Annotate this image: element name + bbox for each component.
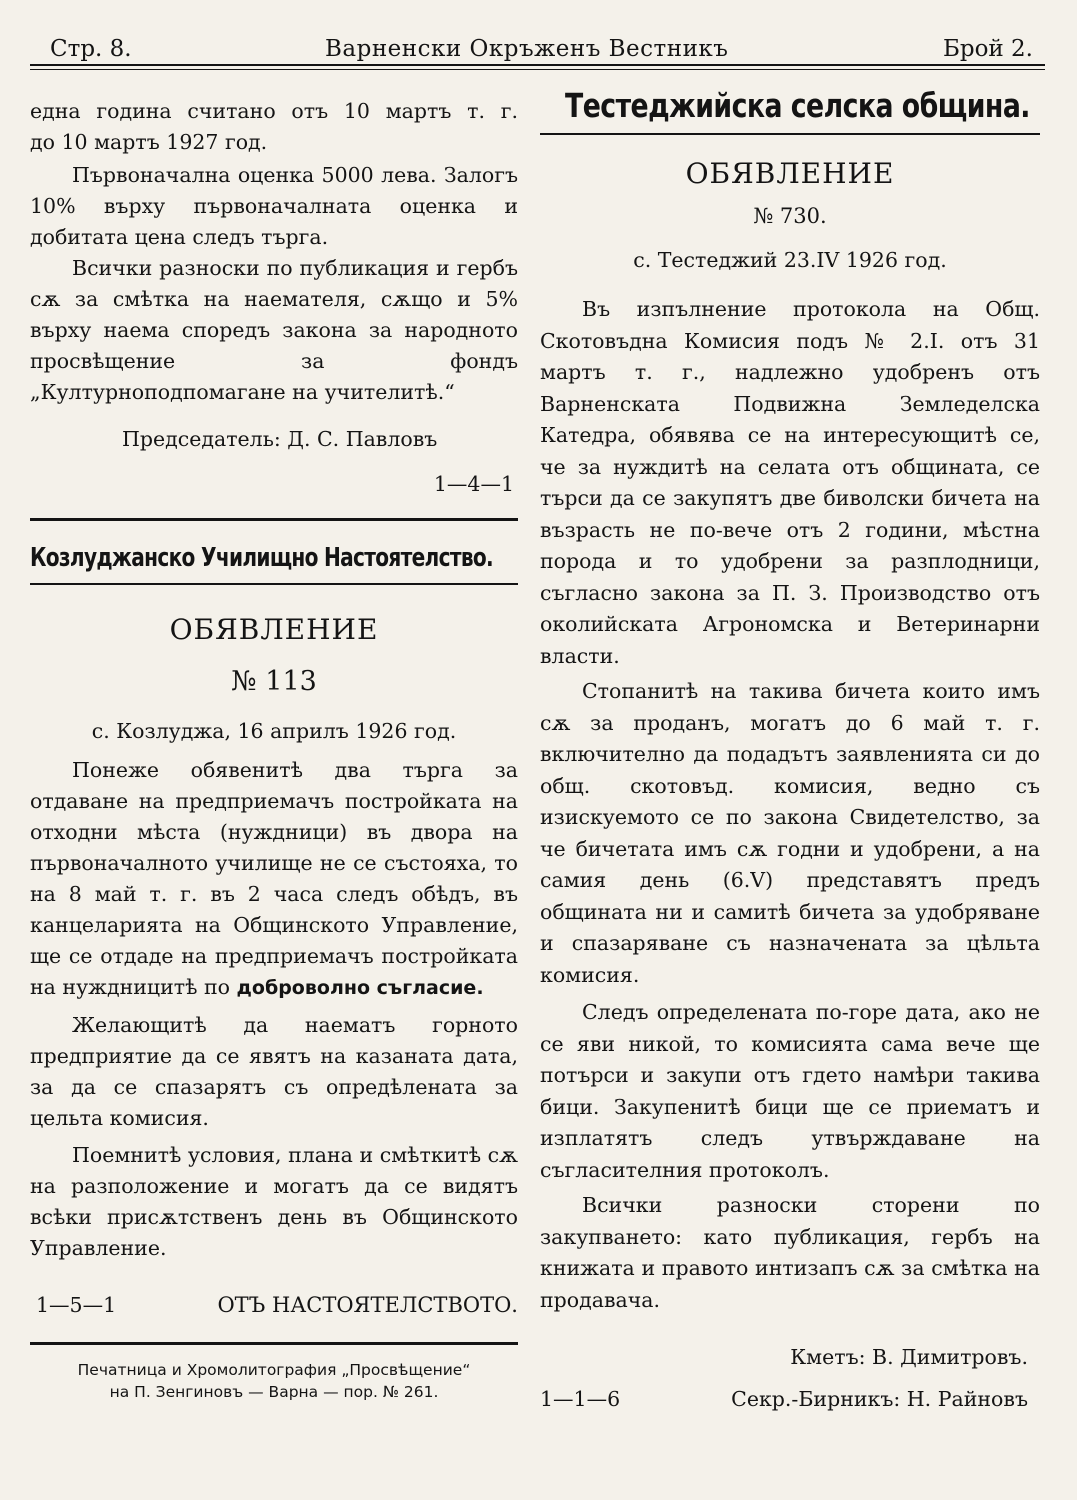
continuation-line: една година считано отъ 10 мартъ т. г. <box>30 99 518 123</box>
paragraph: Всички разноски по публикация и гербъ сѫ за смѣтка на наемателя, сѫщо и 5% върху наема споредъ закона за народното просвѣщение за фондъ „Културноподпомагане на учителитѣ.“ <box>30 256 518 404</box>
closing-code: 1—5—1 <box>36 1293 117 1317</box>
mayor-signature: Кметъ: В. Димитровъ. <box>790 1345 1028 1369</box>
signatures <box>540 1338 1040 1418</box>
issue-number: Брой 2. <box>942 36 1033 62</box>
section-title-rule <box>30 583 518 585</box>
paragraph: Поемнитѣ условия, плана и смѣткитѣ сѫ на разположение и могатъ да се видятъ всѣки присѫтственъ день въ Общинското Управление. <box>30 1143 518 1260</box>
section-title-rule <box>540 133 1040 135</box>
notice-heading: ОБЯВЛЕНИЕ <box>169 613 379 646</box>
continuation-block <box>30 96 518 408</box>
notice-number: № 730. <box>753 204 827 228</box>
paragraph: Първоначална оценка 5000 лева. Залогъ 10% върху първоначалната оценка и добитата цена следъ търга. <box>30 163 518 249</box>
dateline: с. Козлуджа, 16 априлъ 1926 год. <box>91 719 457 743</box>
section-divider <box>30 518 518 521</box>
printer-line: Печатница и Хромолитография „Просвѣщение“ <box>77 1361 471 1379</box>
page-number: Стр. 8. <box>50 36 132 62</box>
paragraph <box>30 755 518 1004</box>
paragraph: Въ изпълнение протокола на Общ. Скотовъдна Комисия подъ № 2.I. отъ 31 мартъ т. г., надлежно удобренъ отъ Варненската Подвижна Земледелска Катедра, обявява се на интересующитѣ се, че за нуждитѣ на селата отъ общината, се търси да се закупятъ две биволски бичета на възрасть не по-вече отъ 2 години, мѣстна порода и то удобрени за разплодници, съгласно закона за П. З. Производство отъ околийската Агрономска и Ветеринарни власти. <box>540 297 1040 668</box>
footer-divider <box>30 1342 518 1345</box>
paragraph: Следъ определената по-горе дата, ако не се яви никой, то комисията сама вече ще потърси и закупи отъ гдето намѣри такива бици. Закупенитѣ бици ще се приематъ и изплатятъ следъ утвърждаване на съгласителния протоколъ. <box>540 1000 1040 1182</box>
notice-number: № 113 <box>231 666 317 697</box>
printer-imprint <box>30 1359 518 1403</box>
newspaper-title: Варненски Окръженъ Вестникъ <box>325 36 729 62</box>
notice-body <box>30 755 518 1264</box>
notice-heading: ОБЯВЛЕНИЕ <box>685 157 895 190</box>
paragraph: Всички разноски сторени по закупването: като публикация, гербъ на книжата и правото интизапъ сѫ за смѣтка на продавача. <box>540 1193 1040 1312</box>
secretary-signature: Секр.-Бирникъ: Н. Райновъ <box>731 1387 1028 1411</box>
header-rule <box>30 64 1045 66</box>
closing-signature: ОТЪ НАСТОЯТЕЛСТВОТО. <box>217 1293 518 1317</box>
paragraph: Стопанитѣ на такива бичета които имъ сѫ за проданъ, могатъ до 6 май т. г. включително да подадътъ заявленията си до общ. скотовъд. комисия, ведно съ изискуемото се по закона Свидетелство, за че бичетата имъ сѫ годни и удобрени, а на самия день (6.V) представятъ предъ общината ни и самитѣ бичета за удобряване и спазаряване съ назначената за цѣльта комисия. <box>540 679 1040 987</box>
section-title: Тестеджийска селска община. <box>565 86 1030 125</box>
header-rule-thin <box>30 69 1045 70</box>
notice-body <box>540 294 1040 1316</box>
paragraph-text: Понеже обявенитѣ два търга за отдаване на предприемачъ постройката на отходни мѣста (нуждници) въ двора на първоначалното училище не се състояха, то на 8 май т. г. въ 2 часа следъ обѣдъ, въ канцеларията на Общинското Управление, ще се отдаде на предприемачъ постройката на нуждницитѣ по <box>30 758 518 999</box>
closing-line <box>30 1290 518 1322</box>
bold-phrase: доброволно съгласие. <box>236 977 484 999</box>
section-title: Козлуджанско Училищно Настоятелство. <box>30 543 493 573</box>
insertion-code: 1—4—1 <box>433 472 514 496</box>
paragraph: Желающитѣ да наематъ горното предприятие да се явятъ на казаната дата, за да се спазарятъ съ опредѣлената за цельта комисия. <box>30 1013 518 1130</box>
page-header <box>30 30 1045 66</box>
dateline: с. Тестеджий 23.IV 1926 год. <box>633 248 947 272</box>
printer-line: на П. Зенгиновъ — Варна — пор. № 261. <box>109 1383 439 1401</box>
insertion-code: 1—1—6 <box>540 1387 621 1411</box>
left-column <box>30 96 518 1403</box>
right-column <box>540 84 1040 1418</box>
continuation-line: до 10 мартъ 1927 год. <box>30 130 268 154</box>
signature: Председатель: Д. С. Павловъ <box>122 427 438 451</box>
